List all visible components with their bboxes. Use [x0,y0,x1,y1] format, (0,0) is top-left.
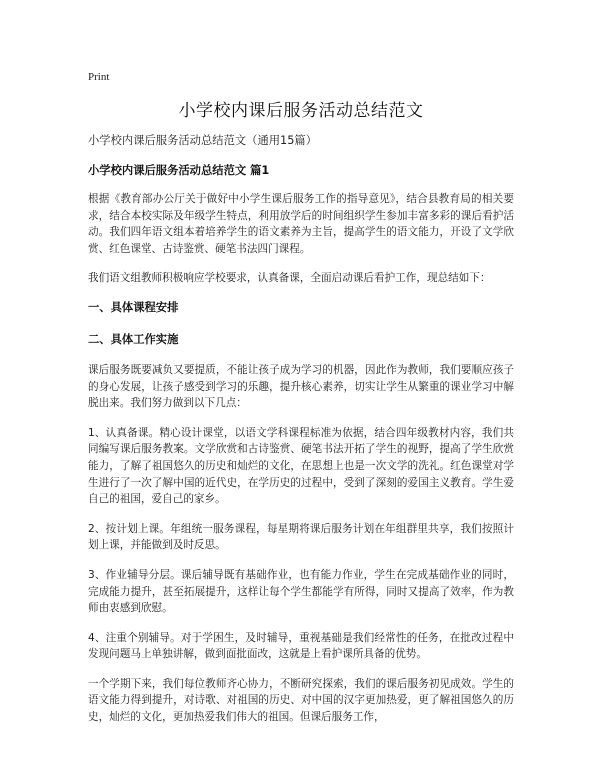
paragraph: 2、按计划上课。年组统一服务课程，每星期将课后服务计划在年组群里共享，我们按照计划上课，并能做到及时反思。 [88,522,514,552]
heading-work-implementation: 二、具体工作实施 [88,332,179,346]
paragraph: 我们语文组教师积极响应学校要求，认真备课，全面启动课后看护工作，现总结如下： [88,272,491,285]
paragraph: 1、认真备课。精心设计课堂，以语文学科课程标准为依据，结合四年级教材内容，我们共同编写课后服务教案。文学欣赏和古诗鉴赏、硬笔书法开拓了学生的视野，提高了学生欣赏能力，了解了祖国悠久的历史和灿烂的文化，在思想上也是一次文学的洗礼。红色课堂对学生进行了一次了解中国的近代史，在学历史的过程中，受到了深刻的爱国主义教育。学生爱自己的祖国，爱自己的家乡。 [88,426,514,506]
paragraph: 根据《教育部办公厅关于做好中小学生课后服务工作的指导意见》，结合县教育局的相关要求，结合本校实际及年级学生特点，利用放学后的时间组织学生参加丰富多彩的课后看护活动。我们四年语文组本着培养学生的语文素养为主旨，提高学生的语文能力，开设了文学欣赏、红色课堂、古诗鉴赏、硬笔书法四门课程。 [88,193,514,255]
paragraph: 4、注重个别辅导。对于学困生，及时辅导，重视基础是我们经常性的任务，在批改过程中发现问题马上单独讲解，做到面批面改，这就是上看护课所具备的优势。 [88,631,514,661]
heading-course-schedule: 一、具体课程安排 [88,300,179,314]
document-page [88,70,514,739]
print-label: Print [88,71,110,83]
paragraph: 一个学期下来，我们每位教师齐心协力，不断研究探索，我们的课后服务初见成效。学生的语文能力得到提升，对诗歌、对祖国的历史、对中国的汉字更加热爱，更了解祖国悠久的历史，灿烂的文化，更加热爱我们伟大的祖国。但课后服务工作， [88,677,514,724]
paragraph: 3、作业辅导分层。课后辅导既有基础作业，也有能力作业，学生在完成基础作业的同时，完成能力提升，甚至拓展提升，这样让每个学生都能学有所得，同时又提高了效率，作为教师由衷感到欣慰。 [88,568,514,615]
document-title: 小学校内课后服务活动总结范文 [178,101,424,121]
paragraph: 课后服务既要减负又要提质，不能让孩子成为学习的机器，因此作为教师，我们要顺应孩子的身心发展，让孩子感受到学习的乐趣，提升核心素养，切实让学生从繁重的课业学习中解脱出来。我们努力做到以下几点： [88,363,514,410]
document-subtitle: 小学校内课后服务活动总结范文（通用15篇） [88,134,318,147]
section-title: 小学校内课后服务活动总结范文 篇1 [88,164,270,177]
